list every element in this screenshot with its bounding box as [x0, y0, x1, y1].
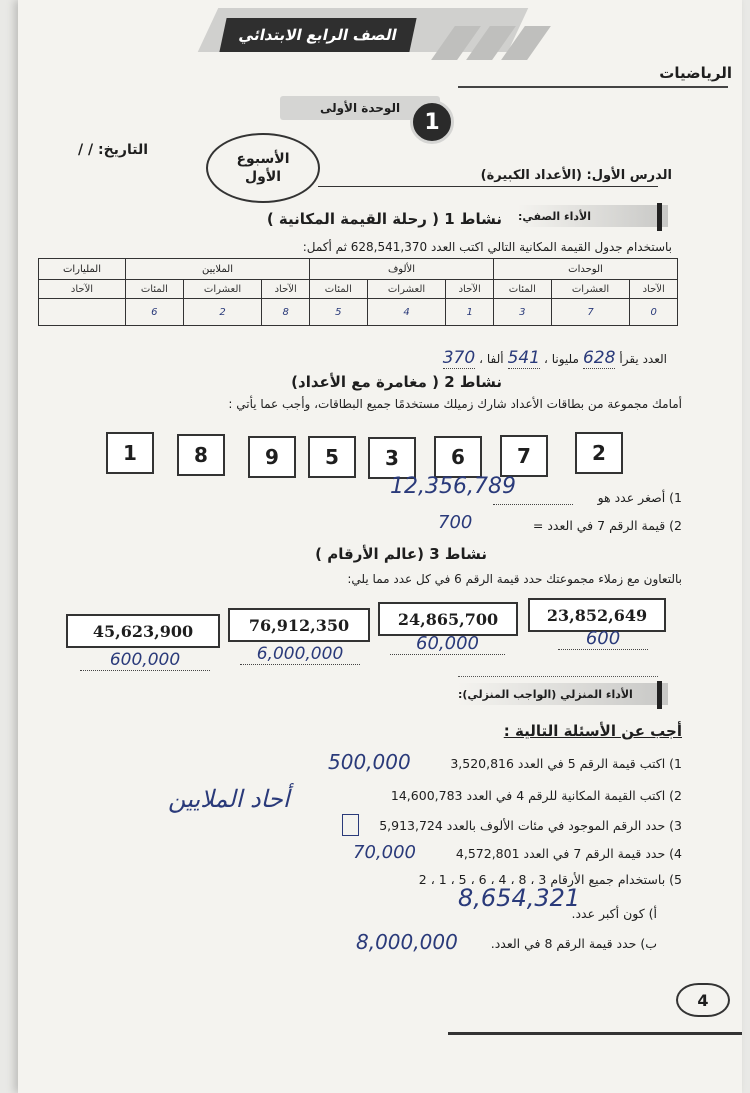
reading-word-thousands: ألفا ،: [479, 352, 504, 366]
unit-label: الوحدة الأولى: [280, 96, 440, 120]
number-card[interactable]: 5: [308, 436, 356, 478]
group-millions: الملايين: [126, 259, 310, 280]
number-box: 45,623,900: [66, 614, 220, 648]
footer-rule: [448, 1032, 742, 1035]
value-cell[interactable]: [39, 299, 126, 326]
number-reading-line: [443, 348, 667, 369]
reading-word-millions: مليونا ،: [544, 352, 579, 366]
reading-millions[interactable]: 628: [582, 348, 616, 368]
lesson-underline: [318, 186, 658, 187]
reading-thousands[interactable]: 541: [507, 348, 541, 368]
answer-digit7-value[interactable]: 700: [438, 512, 473, 533]
place-value-table: [38, 258, 678, 326]
activity1-title: نشاط 1 ( رحلة القيمة المكانية ): [266, 210, 502, 228]
value-cell[interactable]: 8: [262, 299, 310, 326]
sub-header: العشرات: [367, 280, 446, 299]
number-card[interactable]: 8: [177, 434, 225, 476]
section-divider: [458, 676, 658, 677]
homework-answer5b[interactable]: 8,000,000: [356, 930, 458, 954]
number-box: 76,912,350: [228, 608, 370, 642]
sub-header: المئات: [309, 280, 367, 299]
date-label: التاريخ: / /: [78, 142, 149, 158]
value-cell[interactable]: 6: [126, 299, 184, 326]
lesson-label: الدرس الأول:: [586, 168, 672, 183]
homework-question3: 3) حدد الرقم الموجود في مئات الألوف بالعدد 5,913,724: [379, 818, 682, 833]
activity2-instruction: أمامك مجموعة من بطاقات الأعداد شارك زميلك مستخدمًا جميع البطاقات، وأجب عما يأتي :: [228, 397, 682, 411]
value-cell[interactable]: 2: [183, 299, 262, 326]
number-card[interactable]: 3: [368, 437, 416, 479]
value-cell[interactable]: 7: [551, 299, 630, 326]
sub-header: المئات: [126, 280, 184, 299]
value-cell[interactable]: 1: [446, 299, 494, 326]
answer-value[interactable]: 600: [558, 628, 648, 650]
homework-heading: أجب عن الأسئلة التالية :: [503, 722, 682, 740]
reading-prefix: العدد يقرأ: [619, 352, 667, 366]
answer-line: [493, 504, 573, 505]
activity3-title: نشاط 3 (عالم الأرقام ): [315, 545, 487, 563]
week-oval: [206, 133, 320, 203]
homework-question5a: أ) كون أكبر عدد.: [571, 906, 657, 921]
homework-question5: 5) باستخدام جميع الأرقام 3 ، 8 ، 4 ، 6 ، 5 ، 1 ، 2: [418, 872, 682, 887]
activity1-instruction: باستخدام جدول القيمة المكانية التالي اكتب العدد 628,541,370 ثم أكمل:: [302, 240, 672, 254]
number-card[interactable]: 2: [575, 432, 623, 474]
homework-question1: 1) اكتب قيمة الرقم 5 في العدد 3,520,816: [450, 756, 682, 771]
homework-bar: الأداء المنزلي (الواجب المنزلي):: [458, 683, 668, 705]
homework-answer2[interactable]: أحاد الملايين: [168, 785, 290, 813]
subject-label: الرياضيات: [659, 64, 732, 82]
sub-header: العشرات: [183, 280, 262, 299]
lesson-title: (الأعداد الكبيرة): [480, 168, 582, 183]
answer-smallest-number[interactable]: 12,356,789: [390, 474, 516, 499]
answer-value[interactable]: 600,000: [80, 650, 210, 671]
sub-header: الآحاد: [446, 280, 494, 299]
number-card[interactable]: 7: [500, 435, 548, 477]
unit-number: 1: [410, 100, 454, 144]
homework-question2: 2) اكتب القيمة المكانية للرقم 4 في العدد 14,600,783: [390, 788, 682, 803]
value-cell[interactable]: 4: [367, 299, 446, 326]
value-cell[interactable]: 3: [493, 299, 551, 326]
week-number: الأول: [244, 169, 282, 185]
number-card[interactable]: 6: [434, 436, 482, 478]
header-rule: [458, 86, 728, 88]
number-card[interactable]: 1: [106, 432, 154, 474]
classwork-bar: الأداء الصفي:: [518, 205, 668, 227]
reading-units[interactable]: 370: [442, 348, 476, 368]
value-cell[interactable]: 0: [630, 299, 678, 326]
sub-header: الآحاد: [39, 280, 126, 299]
activity2-question1: 1) أصغر عدد هو: [597, 490, 682, 505]
group-units: الوحدات: [493, 259, 677, 280]
activity2-title: نشاط 2 ( مغامرة مع الأعداد): [291, 373, 502, 391]
page-number: 4: [676, 983, 730, 1017]
answer-value[interactable]: 6,000,000: [240, 644, 360, 665]
homework-question5b: ب) حدد قيمة الرقم 8 في العدد.: [490, 936, 657, 951]
number-box: 23,852,649: [528, 598, 666, 632]
number-box: 24,865,700: [378, 602, 518, 636]
sub-header: الآحاد: [630, 280, 678, 299]
sub-header: المئات: [493, 280, 551, 299]
number-card[interactable]: 9: [248, 436, 296, 478]
lesson-heading: [481, 168, 672, 183]
grade-title: الصف الرابع الابتدائي: [219, 18, 416, 52]
value-cell[interactable]: 5: [309, 299, 367, 326]
activity2-question2: 2) قيمة الرقم 7 في العدد =: [532, 518, 682, 533]
group-thousands: الألوف: [309, 259, 493, 280]
activity3-instruction: بالتعاون مع زملاء مجموعتك حدد قيمة الرقم 6 في كل عدد مما يلي:: [347, 572, 682, 586]
homework-question4: 4) حدد قيمة الرقم 7 في العدد 4,572,801: [455, 846, 682, 861]
homework-answer1[interactable]: 500,000: [328, 750, 411, 774]
sub-header: العشرات: [551, 280, 630, 299]
circled-digit-mark: [342, 814, 359, 836]
homework-answer4[interactable]: 70,000: [353, 842, 416, 863]
answer-value[interactable]: 60,000: [390, 633, 505, 655]
group-billions: المليارات: [39, 259, 126, 280]
homework-answer5a[interactable]: 8,654,321: [458, 884, 581, 912]
sub-header: الآحاد: [262, 280, 310, 299]
week-label: الأسبوع: [236, 151, 290, 167]
worksheet-page: [18, 0, 742, 1093]
